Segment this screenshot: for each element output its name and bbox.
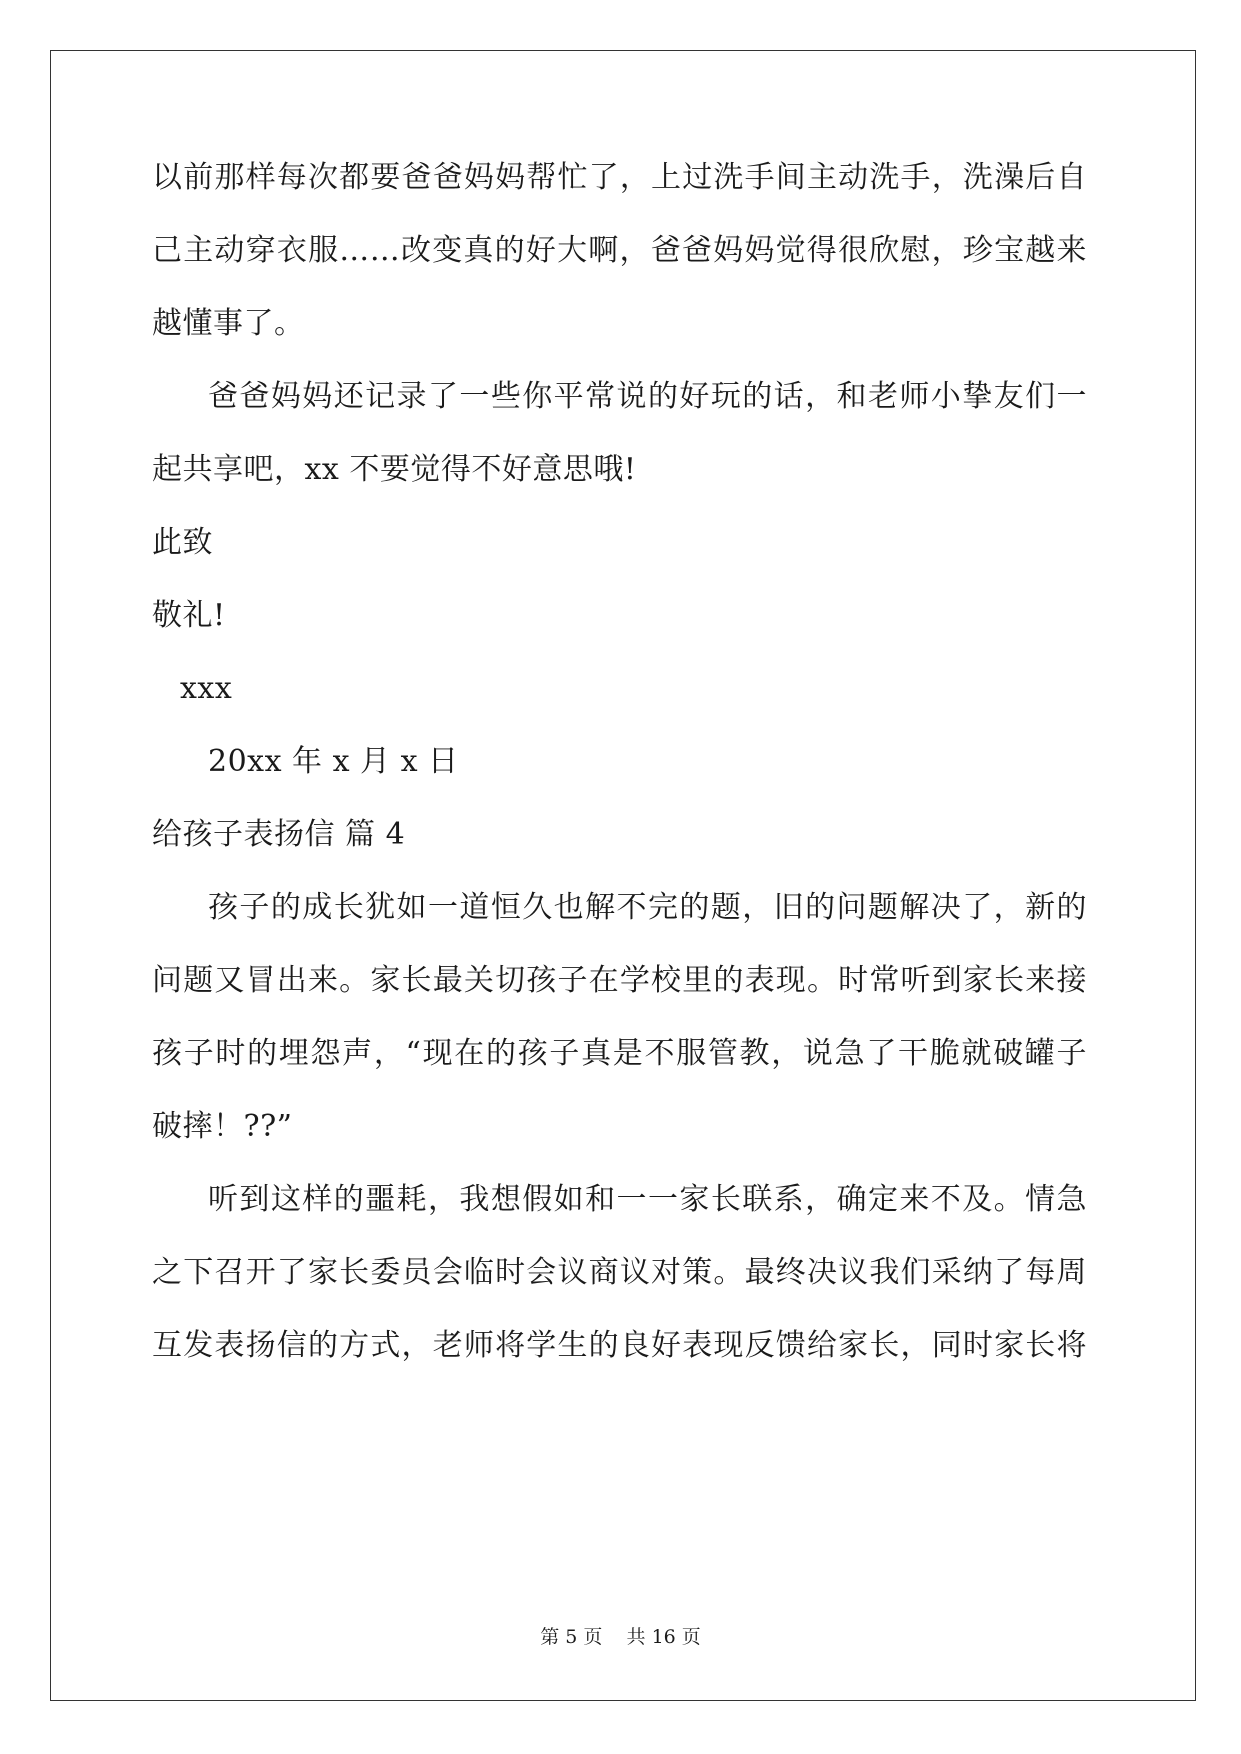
text-line: 破摔！??” [152, 1109, 293, 1144]
text-line: 起共享吧，xx 不要觉得不好意思哦! [152, 452, 637, 487]
text-line: 己主动穿衣服……改变真的好大啊，爸爸妈妈觉得很欣慰，珍宝越来 [152, 233, 1087, 268]
paragraph-first-line: 孩子的成长犹如一道恒久也解不完的题，旧的问题解决了，新的 [208, 890, 1087, 925]
paragraph-first-line: 爸爸妈妈还记录了一些你平常说的好玩的话，和老师小挚友们一 [208, 379, 1087, 414]
closing: 敬礼! [152, 598, 226, 633]
text-line: 越懂事了。 [152, 306, 305, 341]
date: 20xx 年 x 月 x 日 [208, 744, 459, 779]
salutation: 此致 [152, 525, 213, 560]
text-line: 以前那样每次都要爸爸妈妈帮忙了，上过洗手间主动洗手，洗澡后自 [152, 160, 1087, 195]
page-border [50, 50, 1196, 1701]
text-line: 问题又冒出来。家长最关切孩子在学校里的表现。时常听到家长来接 [152, 963, 1087, 998]
paragraph-first-line: 听到这样的噩耗，我想假如和一一家长联系，确定来不及。情急 [208, 1182, 1087, 1217]
text-line: 互发表扬信的方式，老师将学生的良好表现反馈给家长，同时家长将 [152, 1328, 1087, 1363]
signature: xxx [180, 671, 233, 706]
page-number-footer: 第 5 页 共 16 页 [540, 1626, 701, 1648]
section-heading: 给孩子表扬信 篇 4 [152, 817, 406, 852]
text-line: 之下召开了家长委员会临时会议商议对策。最终决议我们采纳了每周 [152, 1255, 1087, 1290]
text-line: 孩子时的埋怨声，“现在的孩子真是不服管教，说急了干脆就破罐子 [152, 1036, 1087, 1071]
